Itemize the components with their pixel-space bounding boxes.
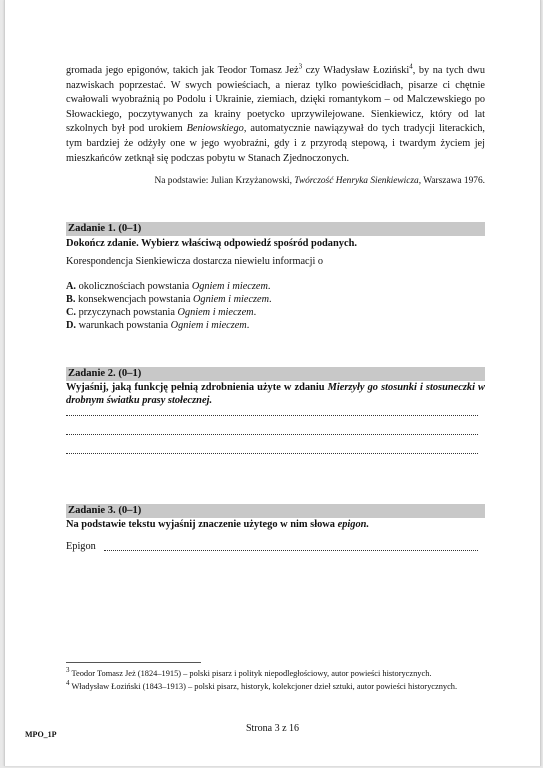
option-end: . [267, 281, 271, 292]
option-italic: Ogniem i mieczem [177, 307, 254, 318]
task1-instruction: Dokończ zdanie. Wybierz właściwą odpowiedź spośród podanych. [66, 238, 357, 249]
option-letter: C. [66, 307, 77, 318]
intro-text: czy Władysław Łoziński [302, 65, 410, 76]
footnote-ref-4[interactable]: 4 [409, 62, 413, 71]
task3-header: Zadanie 3. (0–1) [66, 504, 485, 518]
option-end: . [253, 307, 257, 318]
intro-text: , by na tych dwu nazwiskach poprzestać. W swych powieściach, a nieraz tylko powieścidłach, pisarze ci chętnie cwałowali wyobraźnią po Podolu i Ukrainie, ziemiach, dzięki romantykom – od Malczewskiego po Słowackiego, poczytywanych za krainy poetycko uprzywilejowane. Sienkiewicz, który od lat szkolnych był pod urokiem [66, 65, 485, 135]
option-text: przyczynach powstania [76, 307, 178, 318]
option-end: . [246, 320, 250, 331]
option-text: okolicznościach powstania [76, 281, 192, 292]
option-italic: Ogniem i mieczem [170, 320, 247, 331]
footnote-4 [66, 681, 485, 692]
option-italic: Ogniem i mieczem [191, 281, 268, 292]
intro-text: , automatycznie nawiązywał do tych tradycji literackich, tym bardziej że odżyły one w jego wyobraźni, gdy i z przyrodą stepową, i twardym życiem jej mieszkańców zetknął się podczas pobytu w Stanach Zjednoczonych. [66, 123, 485, 164]
task1-option-a[interactable] [66, 280, 270, 294]
task3-instruction [66, 518, 485, 531]
option-letter: D. [66, 320, 77, 331]
option-letter: A. [66, 281, 77, 292]
exam-code: MPO_1P [25, 730, 57, 739]
answer-line[interactable] [66, 433, 478, 435]
footnote-number: 3 [66, 666, 70, 675]
option-letter: B. [66, 294, 76, 305]
task1-option-c[interactable] [66, 306, 256, 320]
task3-answer-row[interactable] [66, 540, 478, 553]
option-italic: Ogniem i mieczem [192, 294, 270, 305]
source-prefix: Na podstawie: Julian Krzyżanowski, [154, 176, 295, 186]
task1-option-b[interactable] [66, 293, 272, 307]
task1-stem: Korespondencja Sienkiewicza dostarcza niewielu informacji o [66, 256, 324, 267]
task1-option-d[interactable] [66, 319, 249, 333]
source-title: Twórczość Henryka Sienkiewicza [294, 176, 419, 186]
footnote-3 [66, 668, 485, 679]
answer-line[interactable] [66, 414, 478, 416]
source-suffix: , Warszawa 1976. [418, 176, 485, 186]
answer-line[interactable] [66, 452, 478, 454]
task2-instruction [66, 381, 485, 407]
footnote-text: Władysław Łoziński (1843–1913) – polski pisarz, historyk, kolekcjoner dzieł sztuki, autor powieści historycznych. [69, 682, 458, 691]
exam-page [4, 0, 541, 766]
answer-line[interactable] [104, 550, 478, 551]
option-text: warunkach powstania [76, 320, 171, 331]
task1-header: Zadanie 1. (0–1) [66, 222, 485, 236]
option-text: konsekwencjach powstania [75, 294, 193, 305]
task2-instruction-italic: Mierzyły go stosunki i stosuneczki w drobnym światku prasy stołecznej. [66, 382, 485, 407]
task3-instruction-italic: epigon. [337, 519, 370, 530]
intro-paragraph [66, 64, 485, 166]
task3-instruction-text: Na podstawie tekstu wyjaśnij znaczenie użytego w nim słowa [66, 519, 338, 530]
footnote-text: Teodor Tomasz Jeż (1824–1915) – polski pisarz i polityk niepodległościowy, autor powieści historycznych. [69, 669, 432, 678]
source-citation [105, 176, 485, 186]
footnote-ref-3[interactable]: 3 [298, 62, 303, 71]
option-end: . [269, 294, 272, 305]
task2-header: Zadanie 2. (0–1) [66, 367, 485, 381]
intro-text: gromada jego epigonów, takich jak Teodor Tomasz Jeż [66, 65, 299, 76]
page-number: Strona 3 z 16 [245, 723, 300, 734]
answer-label: Epigon [66, 541, 96, 552]
task2-instruction-text: Wyjaśnij, jaką funkcję pełnią zdrobnienia użyte w zdaniu [66, 382, 328, 393]
footnote-divider [66, 662, 201, 663]
intro-italic-title: Beniowskiego [186, 123, 244, 135]
footnote-number: 4 [66, 679, 70, 688]
